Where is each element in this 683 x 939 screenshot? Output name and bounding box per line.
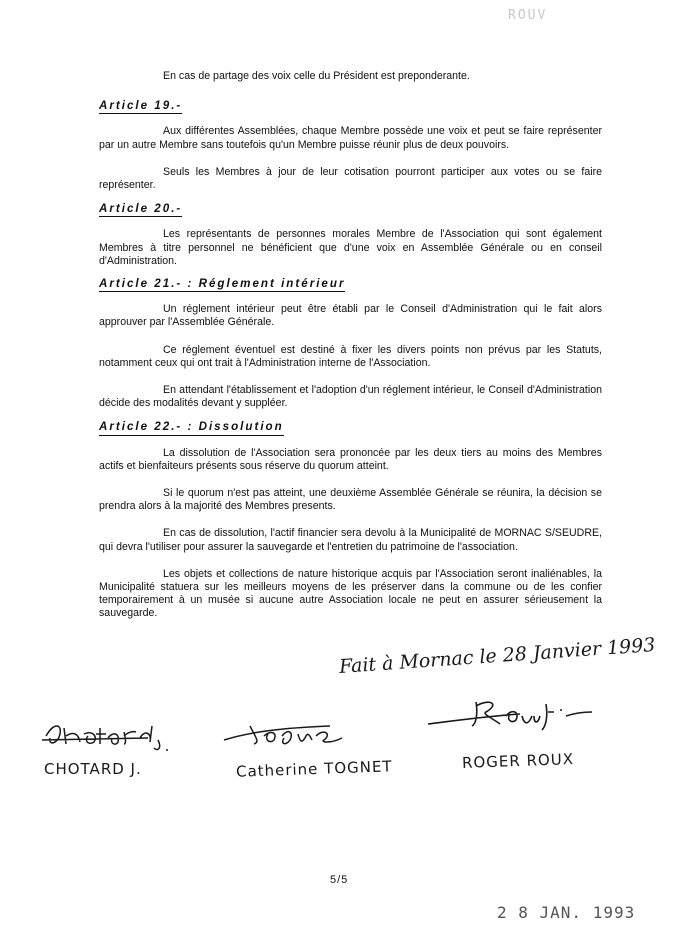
date-stamp: 2 8 JAN. 1993: [497, 903, 636, 922]
article-heading: Article 22.- : Dissolution: [99, 420, 284, 435]
article-paragraph: En attendant l'établissement et l'adoption d'un réglement intérieur, le Conseil d'Administration décide des modalités devant y suppléer.: [99, 384, 602, 410]
lead-paragraph: En cas de partage des voix celle du Président est preponderante.: [163, 70, 470, 82]
article-paragraph: Un réglement intérieur peut être établi par le Conseil d'Administration qui le fait alors approuver par l'Assemblée Générale.: [99, 303, 602, 329]
article-heading: Article 21.- : Réglement intérieur: [99, 277, 345, 292]
article-paragraph: En cas de dissolution, l'actif financier sera devolu à la Municipalité de MORNAC S/SEUDRE, qui devra l'utiliser pour assurer la sauvegarde et l'entretien du patrimoine de l'association.: [99, 527, 602, 553]
signature-tognet: [220, 714, 350, 750]
article-paragraph: Seuls les Membres à jour de leur cotisation pourront participer aux votes ou se faire représenter.: [99, 165, 602, 192]
article-heading: Article 20.-: [99, 202, 182, 217]
article-paragraph: Ce réglement éventuel est destiné à fixer les divers points non prévus par les Statuts, notamment ceux qui ont trait à l'Administration interne de l'Association.: [99, 343, 602, 369]
signature-roux: [420, 694, 600, 734]
signatory-name-3: ROGER ROUX: [461, 750, 575, 772]
article-22: [99, 420, 602, 620]
article-19: [99, 99, 602, 192]
article-paragraph: Aux différentes Assemblées, chaque Membre possède une voix et peut se faire représenter par un autre Membre sans toutefois qu'un Membre puisse réunir plus de deux pouvoirs.: [99, 125, 602, 151]
page-number: 5/5: [330, 874, 349, 886]
article-paragraph: Les représentants de personnes morales Membre de l'Association qui sont également Membres à titre personnel ne bénéficient que d'une voix en Assemblée Générale ou en conseil d'Administration.: [99, 228, 602, 267]
article-paragraph: La dissolution de l'Association sera prononcée par les deux tiers au moins des Membres actifs et bienfaiteurs présents sous réserve du quorum atteint.: [99, 446, 602, 472]
document-body: [99, 70, 602, 621]
article-21: [99, 277, 602, 410]
article-paragraph: Les objets et collections de nature historique acquis par l'Association seront inaliénables, la Municipalité statuera sur les meilleurs moyens de les préserver dans la commune ou de les confier temporairement à un musée si aucune autre Association locale ne peut en assurer sérieusement la sauvegarde.: [99, 567, 602, 620]
article-paragraph: Si le quorum n'est pas atteint, une deuxième Assemblée Générale se réunira, la décision se prendra alors à la majorité des Membres presents.: [99, 487, 602, 513]
handwritten-place-date: Fait à Mornac le 28 Janvier 1993: [338, 633, 657, 678]
article-20: [99, 202, 602, 268]
signature-chotard: [40, 718, 180, 754]
signatory-name-2: Catherine TOGNET: [235, 757, 393, 781]
signatory-name-1: CHOTARD J.: [44, 760, 142, 778]
article-heading: Article 19.-: [99, 99, 182, 114]
faded-stamp-top: ROUV: [508, 8, 548, 23]
